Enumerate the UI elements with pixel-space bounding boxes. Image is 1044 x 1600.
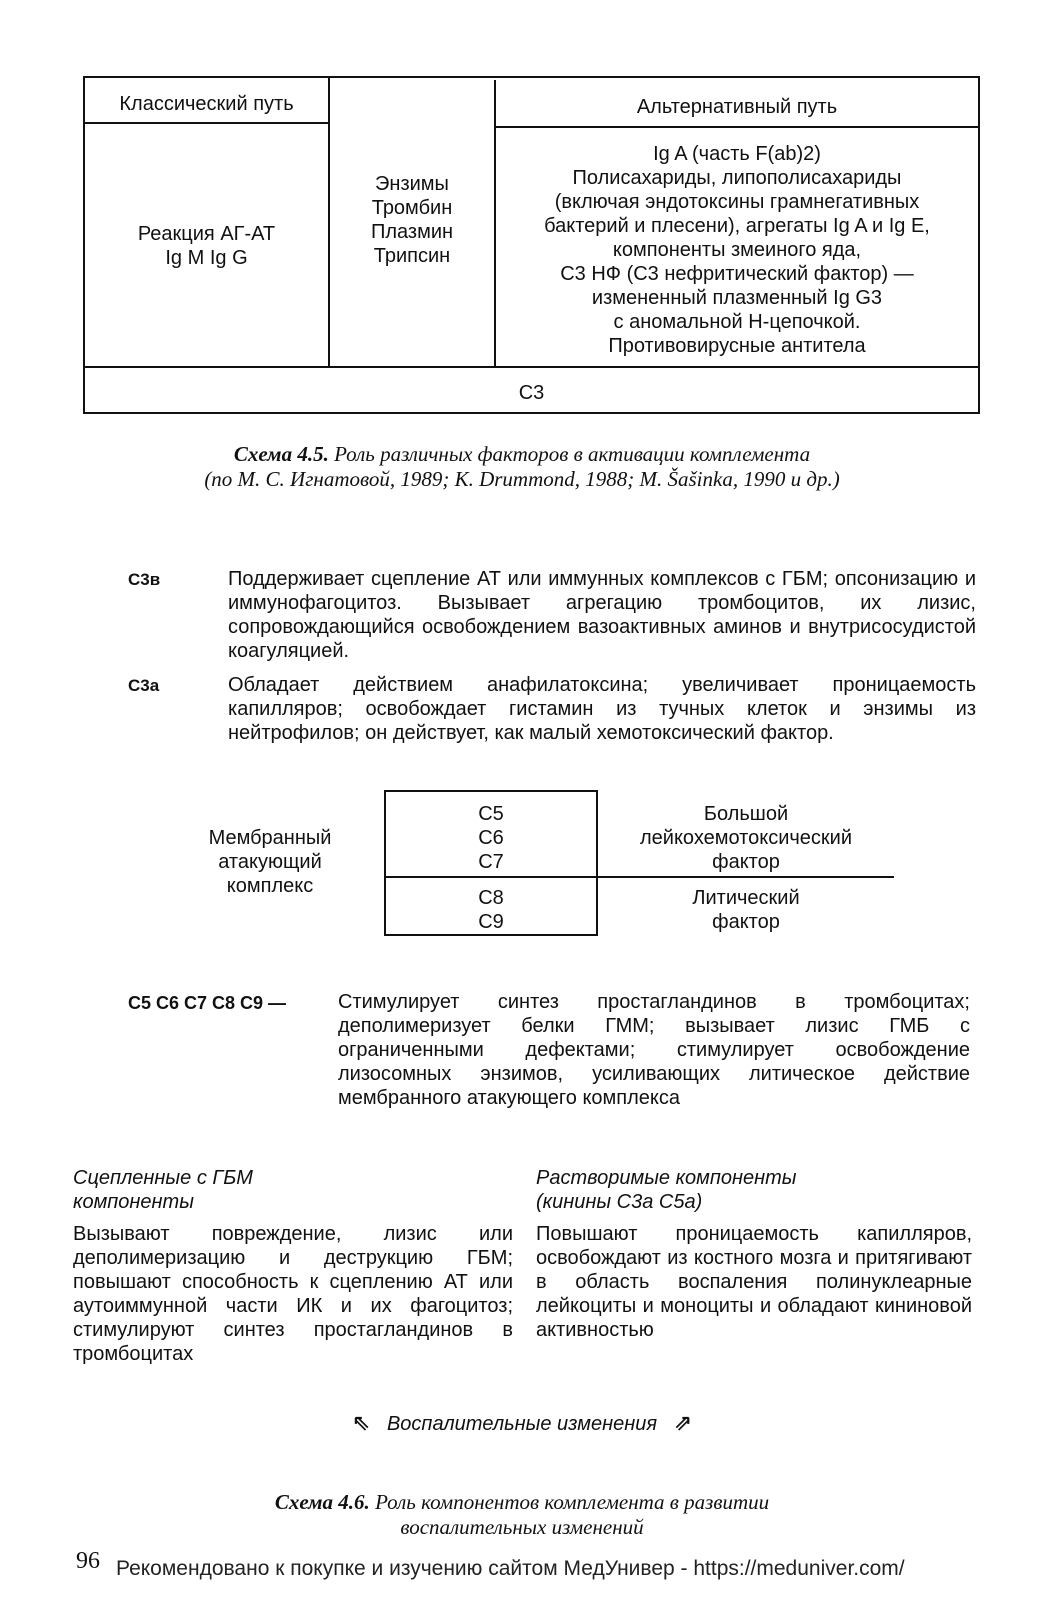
mac-label: Мембранный атакующий комплекс — [208, 827, 332, 897]
def-text-c3b: Поддерживает сцепление АТ или иммунных комплексов с ГБМ; опсонизацию и иммунофагоцитоз. Вызывает агрегацию тромбоцитов, их лизис, сопровождающийся освобождением вазоактивных аминов и внутрисосудистой коагуляцией. — [228, 568, 976, 662]
mac-bottom-factor: Литический фактор — [692, 887, 800, 933]
c3-result: С3 — [518, 382, 545, 404]
page-number: 96 — [76, 1548, 100, 1574]
enzymes-list: Энзимы Тромбин Плазмин Трипсин — [370, 173, 454, 267]
def-term-c3b: С3в — [128, 570, 161, 589]
scheme-4-6-caption: Схема 4.6. Роль компонентов комплемента в развитии воспалительных изменений — [274, 1490, 770, 1539]
inflammation-changes — [0, 1410, 1044, 1437]
mac-top-factor: Большой лейкохемотоксический фактор — [639, 803, 852, 873]
arrow-up-left-icon: ⇖ — [351, 1410, 371, 1435]
scheme-4-5-caption: Схема 4.5. Роль различных факторов в активации комплемента (по М. С. Игнатовой, 1989; K. Drummond, 1988; M. Šašinka, 1990 и др.) — [204, 442, 840, 491]
classical-path-body: Реакция АГ-АТ Ig M Ig G — [137, 223, 276, 269]
alternative-path-header: Альтернативный путь — [636, 96, 838, 118]
left-column-title: Сцепленные с ГБМ компоненты — [73, 1167, 253, 1213]
c5-c9-text: Стимулирует синтез простагландинов в тромбоцитах; деполимеризует белки ГММ; вызывает лизис ГМБ с ограниченными дефектами; стимулирует освобождение лизосомных энзимов, усиливающих литическое действие мембранного атакующего комплекса — [338, 991, 970, 1109]
c5-c9-term: С5 С6 С7 С8 С9 — — [128, 993, 287, 1013]
left-column-text: Вызывают повреждение, лизис или деполимеризацию и деструкцию ГБМ; повышают способность к сцеплению АТ или аутоиммунной части ИК и их фагоцитоз; стимулируют синтез простагландинов в тромбоцитах — [73, 1223, 513, 1365]
mac-top-items: С5 С6 С7 — [478, 803, 504, 873]
classical-path-header: Классический путь — [119, 93, 294, 115]
footer-text: Рекомендовано к покупке и изучению сайтом МедУнивер - https://meduniver.com/ — [116, 1557, 905, 1580]
arrow-up-right-icon: ⇗ — [673, 1410, 693, 1435]
right-column-text: Повышают проницаемость капилляров, освобождают из костного мозга и притягивают в область воспаления полинуклеарные лейкоциты и моноциты и обладают кининовой активностью — [536, 1223, 972, 1341]
def-text-c3a: Обладает действием анафилатоксина; увеличивает проницаемость капилляров; освобождает гистамин из тучных клеток и энзимы из нейтрофилов; он действует, как малый хемотоксический фактор. — [228, 674, 976, 744]
def-term-c3a: С3а — [128, 676, 160, 695]
right-column — [536, 1166, 972, 1342]
mac-bottom-items: С8 С9 — [478, 887, 504, 933]
right-column-title: Растворимые компоненты (кинины С3а С5а) — [536, 1167, 797, 1213]
inflammation-text: Воспалительные изменения — [386, 1413, 658, 1435]
left-column — [73, 1166, 513, 1366]
alternative-path-body: Ig A (часть F(ab)2) Полисахариды, липополисахариды (включая эндотоксины грамнегативных бактерий и плесени), агрегаты Ig A и Ig E, компоненты змеиного яда, С3 НФ (С3 нефритический фактор) — измененный плазменный Ig G3 с аномальной Н-цепочкой. Противовирусные антитела — [544, 143, 930, 357]
